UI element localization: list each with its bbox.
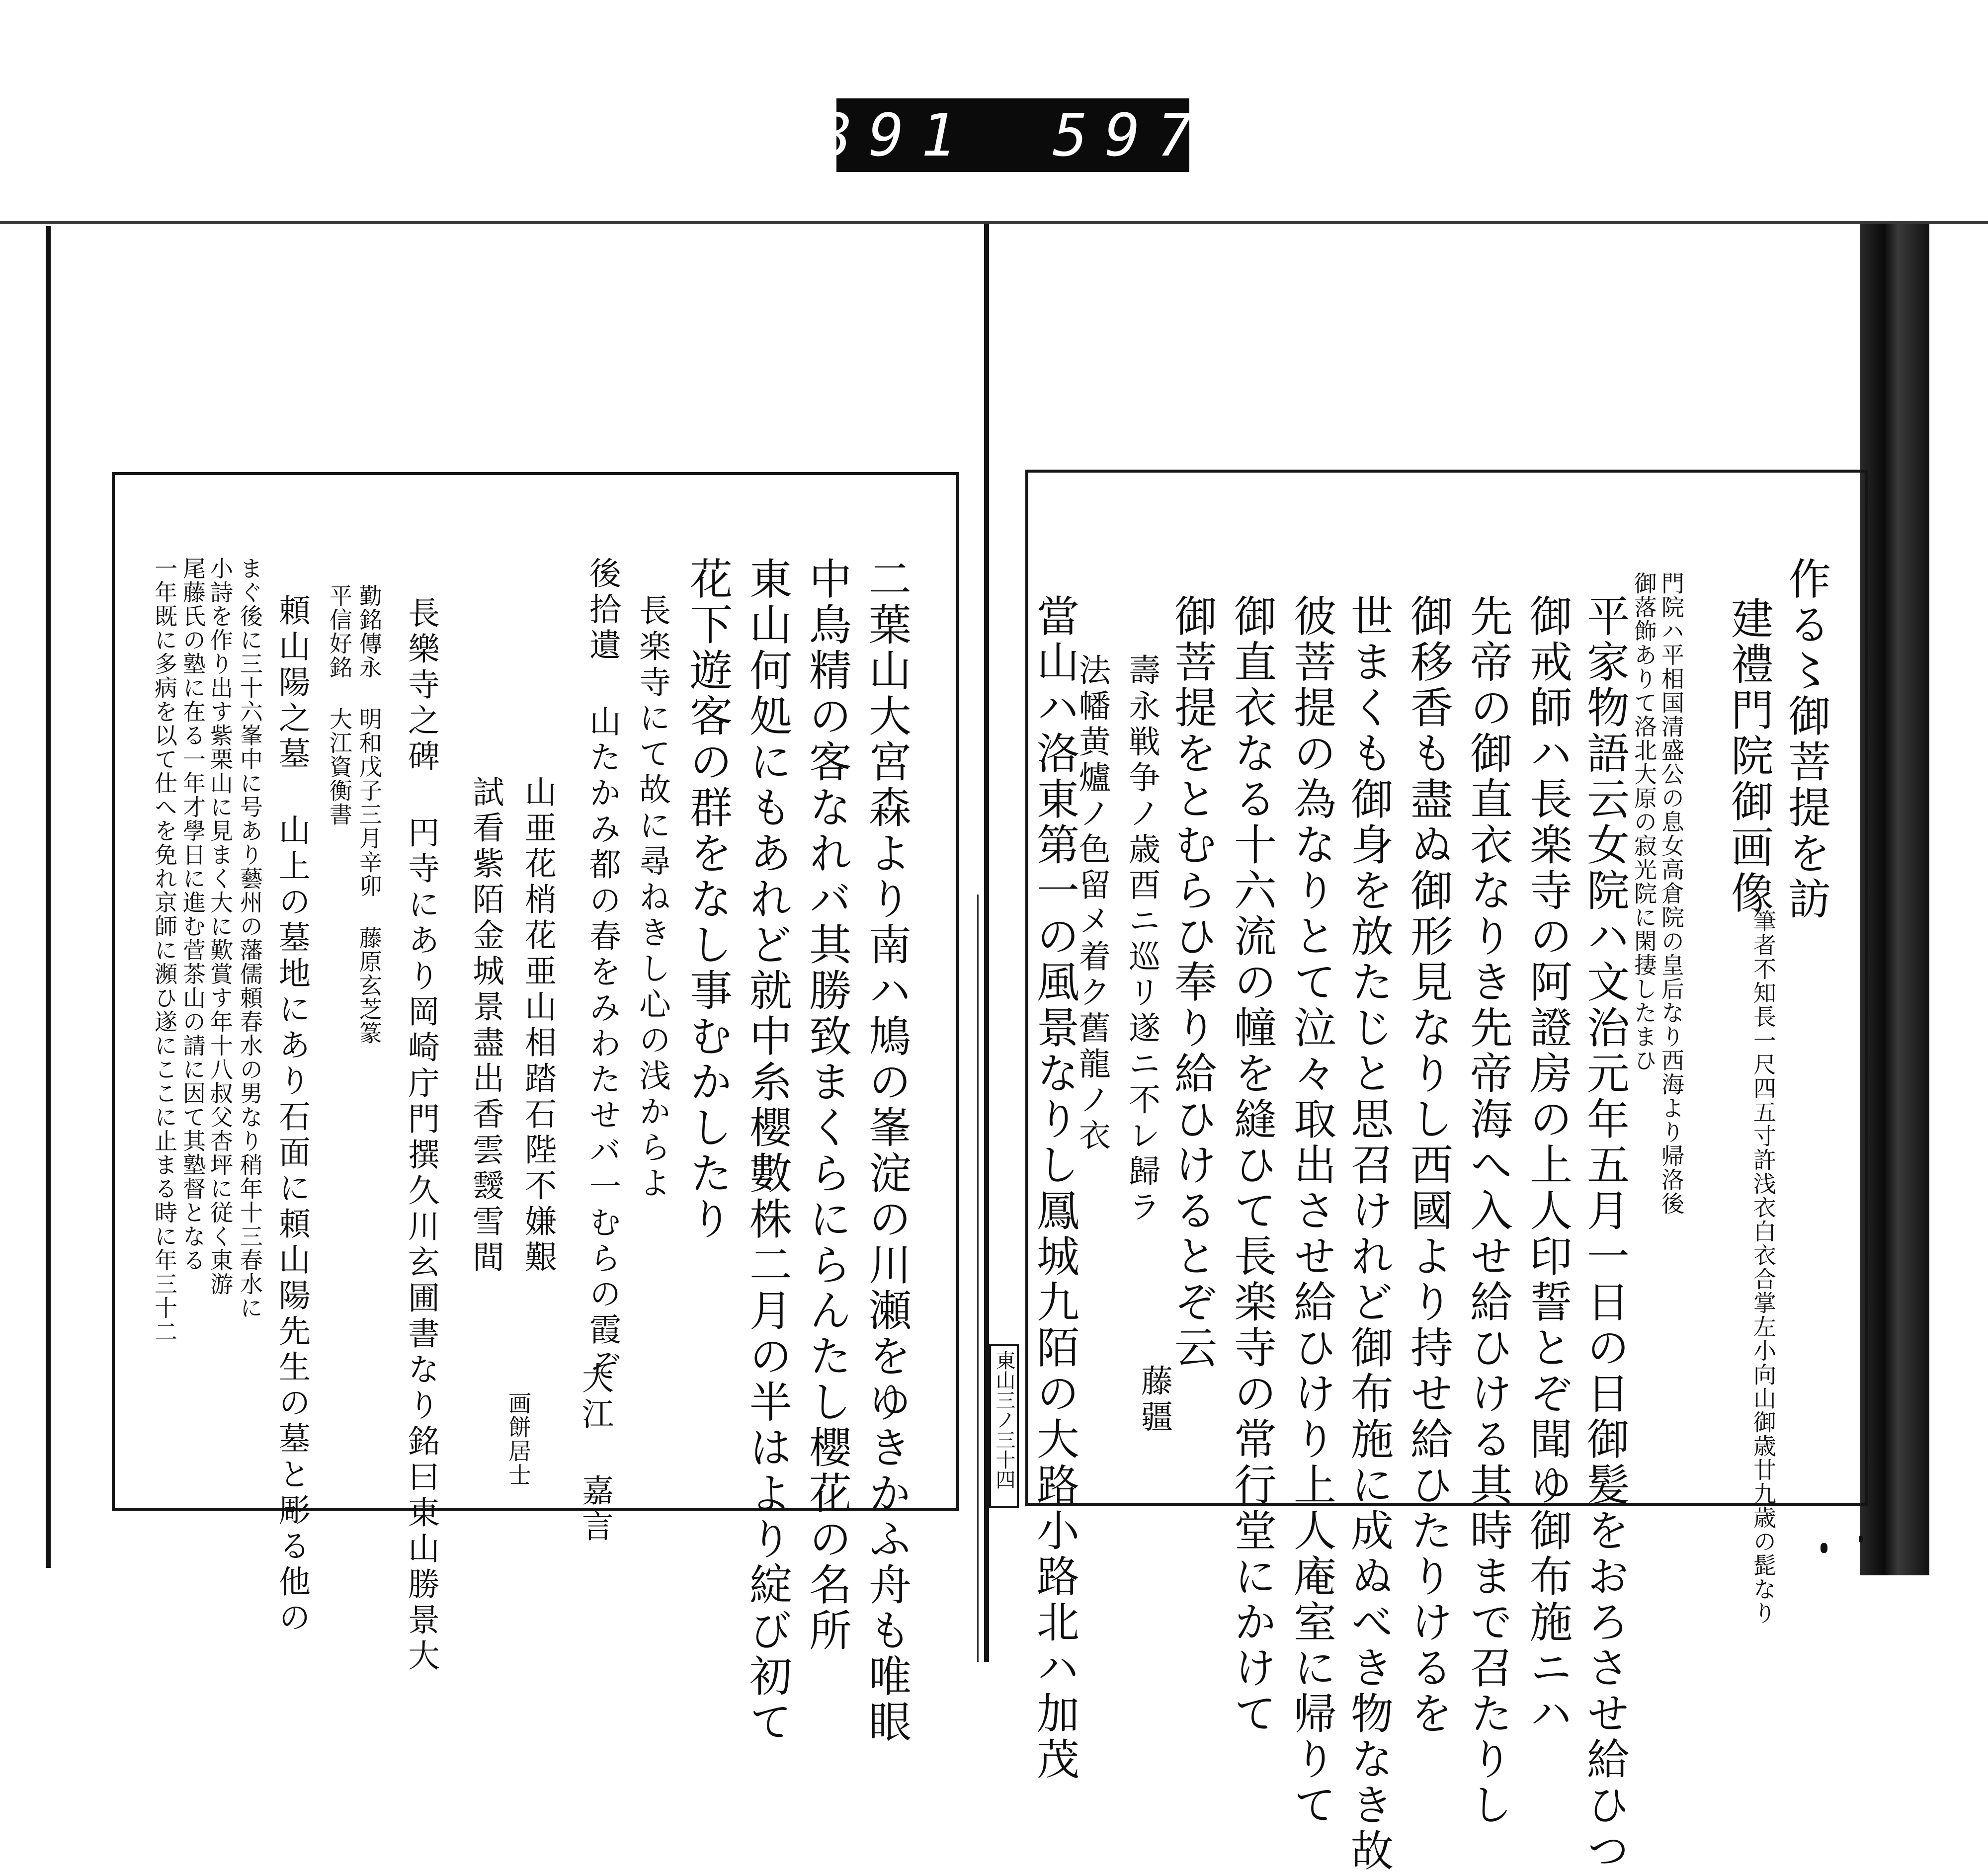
right-column-3: 筆者不知長一尺四五寸許浅衣白衣合掌左小向山御歳廿九歳の髭なり: [1750, 909, 1777, 1625]
left-poem-author-2: 画餅居士: [505, 1391, 532, 1487]
right-column-11: 彼菩提の為なりとて泣々取出させ給ひけり上人庵室に帰りて: [1286, 594, 1336, 1828]
left-column-11: 平信好銘 大江資衡書: [326, 584, 353, 826]
right-column-14: 壽永戦争ノ歳酉ニ巡リ遂ニ不レ歸ラ: [1123, 653, 1160, 1226]
left-column-7: 山亜花梢花亜山相踏石陛不嫌艱: [519, 775, 556, 1276]
gutter-line: [984, 224, 989, 1662]
right-column-7: 御戒師ハ長楽寺の阿證房の上人印誓とぞ聞ゆ御布施ニハ: [1522, 594, 1572, 1737]
right-column-1: 作る〻御菩提を訪: [1781, 557, 1830, 922]
left-column-2: 中鳥精の客なれバ其勝致まくらにらんたし櫻花の名所: [802, 557, 851, 1654]
right-column-5: 御落飾ありて洛北大原の寂光院に閑捿したまひ: [1631, 571, 1657, 1072]
left-column-16: 一年既に多病を以て仕へを免れ京師に瀕ひ遂にここに止まる時に年三十二: [151, 557, 178, 1344]
archive-number-right: 597: [1053, 101, 1210, 169]
left-column-14: 小詩を作り出す紫栗山に見まく大に歎賞す年十八叔父杏坪に従く東游: [207, 557, 234, 1296]
archive-number-label: [816, 98, 1210, 172]
right-column-13: 御菩提をとむらひ奉り給ひけるとぞ云: [1167, 594, 1217, 1371]
right-column-8: 先帝の御直衣なりき先帝海へ入せ給ひける其時まで召たりし: [1463, 594, 1512, 1828]
left-column-1: 二葉山大宮森より南ハ鳩の峯淀の川瀬をゆきかふ舟も唯眼: [861, 557, 911, 1745]
left-cover-edge: [46, 226, 51, 1568]
right-column-16: 當山ハ洛東第一の風景なりし鳳城九陌の大路小路北ハ加茂: [1029, 594, 1079, 1783]
book-top-edge: [0, 221, 1988, 224]
right-poem-author: 藤疆: [1136, 1364, 1172, 1436]
right-column-15: 法幡黄爐ノ色留メ着ク舊龍ノ衣: [1074, 653, 1110, 1154]
right-column-2: 建禮門院御画像: [1724, 596, 1773, 916]
left-poem-author-1: 大江 嘉言: [577, 1362, 613, 1546]
left-column-12: 頼山陽之墓 山上の墓地にあり石面に頼山陽先生の墓と彫る他の: [273, 594, 310, 1636]
left-column-8: 試看紫陌金城景盡出香雲靉雪間: [467, 775, 504, 1276]
left-column-3: 東山何処にもあれど就中糸櫻數株二月の半はより綻び初て: [742, 557, 792, 1745]
page-number: 東山三ノ三十四: [993, 1350, 1015, 1489]
left-column-6: 後拾遺 山たかみ都の春をみわたせバ一むらの霞ぞ: [584, 557, 621, 1385]
right-column-12: 御直衣なる十六流の幢を縫ひて長楽寺の常行堂にかけて: [1227, 594, 1276, 1737]
right-column-9: 御移香も盡ぬ御形見なりし西國より持せ給ひたりけるを: [1403, 594, 1453, 1737]
left-column-15: 尾藤氏の塾に在る一年才學日に進む菅茶山の請に因て其塾督となる: [179, 557, 206, 1272]
left-column-13: まぐ後に三十六峯中に号あり藝州の藩儒頼春水の男なり稍年十三春水に: [237, 557, 263, 1320]
archive-number-left: 891: [816, 101, 973, 169]
page-number-tab: [989, 1344, 1019, 1508]
right-cover-edge: [1860, 224, 1929, 1575]
right-column-6: 平家物語云女院ハ文治元年五月一日の日御髪をおろさせ給ひつ: [1579, 594, 1629, 1874]
left-column-9: 長樂寺之碑 円寺にあり岡崎庁門撰久川玄圃書なり銘曰東山勝景大: [403, 596, 439, 1675]
left-column-5: 長楽寺にて故に尋ねきし心の浅からよ: [634, 594, 670, 1202]
right-column-10: 世まくも御身を放たじと思召けれど御布施に成ぬべき物なき故: [1343, 594, 1393, 1874]
scan-speck: [1859, 1536, 1863, 1543]
left-column-4: 花下遊客の群をなし事むかしたり: [682, 557, 732, 1242]
gutter-shadow: [977, 895, 979, 1662]
left-column-10: 勤銘傳永 明和戊子三月辛卯 藤原玄芝篆: [356, 584, 383, 1045]
right-column-4: 門院ハ平相国清盛公の息女高倉院の皇后なり西海より帰洛後: [1658, 571, 1685, 1216]
scan-speck: [1821, 1543, 1827, 1553]
